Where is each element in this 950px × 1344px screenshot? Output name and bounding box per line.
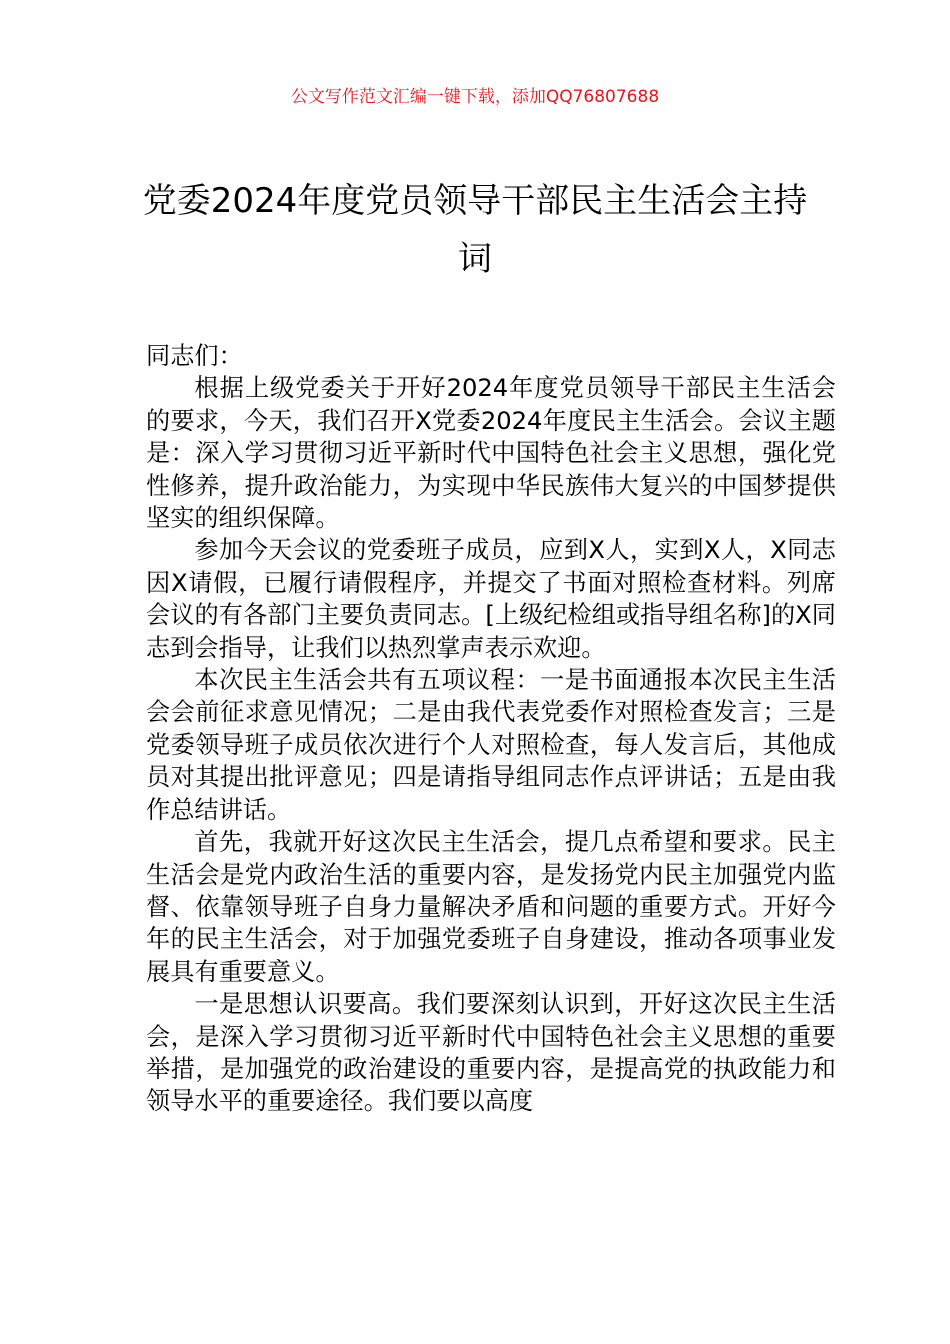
paragraph-attendance: 参加今天会议的党委班子成员，应到X人，实到X人，X同志因X请假，已履行请假程序，并提交了书面对照检查材料。列席会议的有各部门主要负责同志。[上级纪检组或指导组名称]的X同志到会指导，让我们以热烈掌声表示欢迎。 (146, 536, 836, 662)
paragraph-opening: 根据上级党委关于开好2024年度党员领导干部民主生活会的要求，今天，我们召开X党委2024年度民主生活会。会议主题是：深入学习贯彻习近平新时代中国特色社会主义思想，强化党性修养，提升政治能力，为实现中华民族伟大复兴的中国梦提供坚实的组织保障。 (146, 374, 836, 533)
document-title: 党委2024年度党员领导干部民主生活会主持词 (142, 181, 808, 279)
document-body (146, 340, 836, 1118)
paragraph-point-one: 一是思想认识要高。我们要深刻认识到，开好这次民主生活会，是深入学习贯彻习近平新时代中国特色社会主义思想的重要举措，是加强党的政治建设的重要内容，是提高党的执政能力和领导水平的重要途径。我们要以高度 (146, 990, 836, 1116)
paragraph-requirements: 首先，我就开好这次民主生活会，提几点希望和要求。民主生活会是党内政治生活的重要内容，是发扬党内民主加强党内监督、依靠领导班子自身力量解决矛盾和问题的重要方式。开好今年的民主生活会，对于加强党委班子自身建设，推动各项事业发展具有重要意义。 (146, 828, 836, 986)
salutation: 同志们： (146, 342, 243, 370)
paragraph-agenda: 本次民主生活会共有五项议程：一是书面通报本次民主生活会会前征求意见情况；二是由我代表党委作对照检查发言；三是党委领导班子成员依次进行个人对照检查，每人发言后，其他成员对其提出批评意见；四是请指导组同志作点评讲话；五是由我作总结讲话。 (146, 666, 836, 824)
download-notice: 公文写作范文汇编一键下载，添加QQ76807688 (290, 87, 660, 107)
